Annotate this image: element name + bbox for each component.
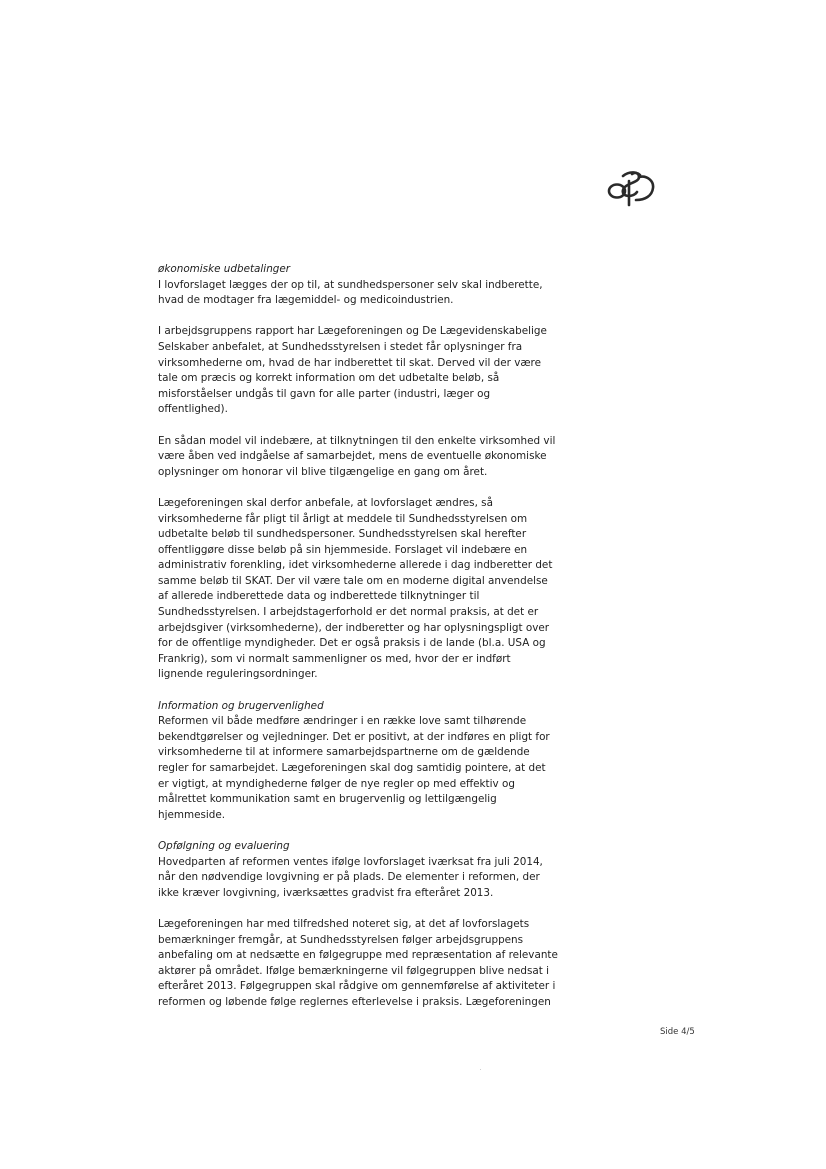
paragraph-line: udbetalte beløb til sundhedspersoner. Sundhedsstyrelsen skal herefter [158, 528, 527, 541]
paragraph-line: administrativ forenkling, idet virksomhederne allerede i dag indberetter det [158, 559, 553, 572]
document-section [158, 917, 570, 1011]
paragraph-line: tale om præcis og korrekt information om det udbetalte beløb, så [158, 372, 500, 385]
paragraph-line: samme beløb til SKAT. Der vil være tale om en moderne digital anvendelse [158, 574, 548, 587]
document-section [158, 324, 570, 418]
paragraph-line: En sådan model vil indebære, at tilknytningen til den enkelte virksomhed vil [158, 434, 556, 447]
paragraph-line: oplysninger om honorar vil blive tilgængelige en gang om året. [158, 465, 488, 478]
document-section [158, 434, 570, 481]
document-section [158, 839, 570, 901]
paragraph-line: målrettet kommunikation samt en brugervenlig og lettilgængelig [158, 793, 497, 806]
paragraph-line: efteråret 2013. Følgegruppen skal rådgive om gennemførelse af aktiviteter i [158, 980, 556, 993]
paragraph-line: offentlighed). [158, 403, 228, 416]
paragraph-line: anbefaling om at nedsætte en følgegruppe med repræsentation af relevante [158, 949, 558, 962]
paragraph-line: aktører på området. Ifølge bemærkningerne vil følgegruppen blive nedsat i [158, 964, 550, 977]
section-heading: Information og brugervenlighed [158, 699, 324, 712]
paragraph-line: reformen og løbende følge reglernes efterlevelse i praksis. Lægeforeningen [158, 995, 551, 1008]
section-heading: Opfølgning og evaluering [158, 839, 290, 852]
paragraph-line: virksomhederne til at informere samarbejdspartnerne om de gældende [158, 746, 530, 759]
paragraph-line: Selskaber anbefalet, at Sundhedsstyrelsen i stedet får oplysninger fra [158, 340, 523, 353]
paragraph [158, 714, 570, 823]
paragraph-line: virksomhederne om, hvad de har indberettet til skat. Derved vil der være [158, 356, 541, 369]
paragraph-line: Frankrig), som vi normalt sammenligner os med, hvor der er indført [158, 652, 511, 665]
paragraph-line: misforståelser undgås til gavn for alle parter (industri, læger og [158, 387, 491, 400]
paragraph-line: regler for samarbejdet. Lægeforeningen skal dog samtidig pointere, at det [158, 762, 546, 774]
paragraph [158, 434, 570, 481]
paragraph [158, 917, 570, 1011]
paragraph-line: af allerede indberettede data og indberettede tilknytninger til [158, 590, 480, 603]
paragraph [158, 324, 570, 418]
section-heading: økonomiske udbetalinger [158, 263, 291, 275]
paragraph-line: Hovedparten af reformen ventes ifølge lovforslaget iværksat fra juli 2014, [158, 855, 543, 868]
paragraph-line: lignende reguleringsordninger. [158, 668, 318, 681]
paragraph-line: for de offentlige myndigheder. Det er også praksis i de lande (bl.a. USA og [158, 637, 546, 650]
scan-speck [480, 1069, 481, 1070]
document-section [158, 699, 570, 824]
serpent-staff-logo-icon [603, 167, 659, 207]
paragraph [158, 496, 570, 683]
paragraph-line: Lægeforeningen skal derfor anbefale, at lovforslaget ændres, så [158, 496, 493, 509]
paragraph [158, 855, 570, 902]
paragraph-line: er vigtigt, at myndighederne følger de nye regler op med effektiv og [158, 777, 515, 790]
page-number: Side 4/5 [660, 1027, 695, 1037]
paragraph-line: hjemmeside. [158, 808, 226, 821]
paragraph-line: være åben ved indgåelse af samarbejdet, mens de eventuelle økonomiske [158, 450, 547, 463]
paragraph-line: Sundhedsstyrelsen. I arbejdstagerforhold er det normal praksis, at det er [158, 606, 539, 619]
paragraph-line: hvad de modtager fra lægemiddel- og medicoindustrien. [158, 294, 454, 307]
paragraph-line: arbejdsgiver (virksomhederne), der indberetter og har oplysningspligt over [158, 621, 550, 634]
paragraph-line: bekendtgørelser og vejledninger. Det er positivt, at der indføres en pligt for [158, 730, 550, 743]
document-section [158, 496, 570, 683]
document-body [158, 262, 570, 1026]
paragraph [158, 278, 570, 309]
paragraph-line: bemærkninger fremgår, at Sundhedsstyrelsen følger arbejdsgruppens [158, 933, 524, 946]
paragraph-line: I arbejdsgruppens rapport har Lægeforeningen og De Lægevidenskabelige [158, 325, 547, 338]
paragraph-line: når den nødvendige lovgivning er på plads. De elementer i reformen, der [158, 871, 540, 884]
paragraph-line: offentliggøre disse beløb på sin hjemmeside. Forslaget vil indebære en [158, 543, 528, 556]
paragraph-line: virksomhederne får pligt til årligt at meddele til Sundhedsstyrelsen om [158, 512, 528, 525]
paragraph-line: Reformen vil både medføre ændringer i en række love samt tilhørende [158, 715, 527, 728]
document-section [158, 262, 570, 309]
paragraph-line: Lægeforeningen har med tilfredshed noteret sig, at det af lovforslagets [158, 917, 530, 930]
paragraph-line: ikke kræver lovgivning, iværksættes gradvist fra efteråret 2013. [158, 886, 494, 899]
paragraph-line: I lovforslaget lægges der op til, at sundhedspersoner selv skal indberette, [158, 278, 543, 291]
